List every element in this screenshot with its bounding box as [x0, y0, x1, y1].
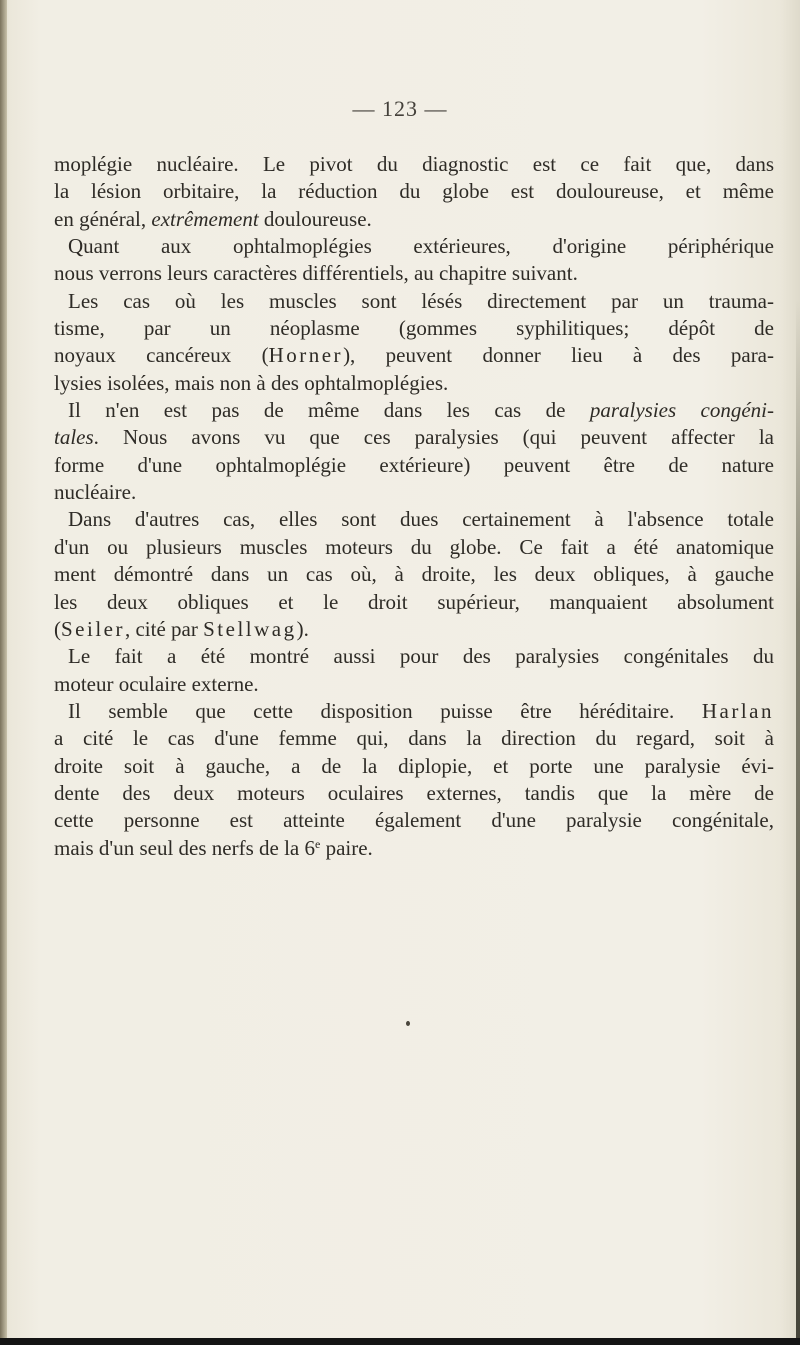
text-line: nucléaire. — [54, 480, 137, 505]
text-line: en général, extrêmement douloureuse. — [54, 206, 372, 231]
text-line: (Seiler, cité par Stellwag). — [54, 616, 309, 641]
emphasis: paralysies congéni- — [589, 398, 775, 423]
text-line: a cité le cas d'une femme qui, dans la direction du regard, soit à — [54, 726, 774, 751]
text-line: nous verrons leurs caractères différentiels, au chapitre suivant. — [54, 261, 578, 286]
text-line: moplégie nucléaire. Le pivot du diagnostic est ce fait que, dans — [54, 152, 774, 176]
emphasis: extrêmement — [151, 206, 259, 231]
text-line: dente des deux moteurs oculaires externes, tandis que la mère de — [54, 780, 774, 805]
scan-bottom-border — [0, 1338, 800, 1345]
text-line: cette personne est atteinte également d'une paralysie congénitale, — [54, 808, 774, 833]
text-line: lysies isolées, mais non à des ophtalmoplégies. — [54, 370, 449, 395]
text-line: tales. Nous avons vu que ces paralysies (qui peuvent affecter la — [54, 425, 774, 450]
page-number: — 123 — — [352, 96, 448, 121]
text-line: droite soit à gauche, a de la diplopie, et porte une paralysie évi- — [54, 753, 774, 778]
author-name: Seiler — [61, 616, 125, 641]
text-line: mais d'un seul des nerfs de la 6e paire. — [54, 835, 373, 860]
text-line: forme d'une ophtalmoplégie extérieure) peuvent être de nature — [54, 452, 774, 477]
paragraph-start-line: Les cas où les muscles sont lésés directement par un trauma- — [68, 288, 774, 313]
paragraph-start-line: Le fait a été montré aussi pour des paralysies congénitales du — [68, 644, 774, 669]
paragraph-start-line: Quant aux ophtalmoplégies extérieures, d'origine périphérique — [68, 234, 774, 259]
text-line: ment démontré dans un cas où, à droite, les deux obliques, à gauche — [54, 562, 774, 587]
page-right-edge — [796, 300, 800, 1345]
page-binding-edge — [0, 0, 7, 1345]
author-name: Horner — [268, 343, 344, 368]
text-line: la lésion orbitaire, la réduction du globe est douloureuse, et même — [54, 179, 774, 204]
text-line: moteur oculaire externe. — [54, 671, 259, 696]
text-line: les deux obliques et le droit supérieur, manquaient absolument — [54, 589, 774, 614]
superscript: e — [314, 836, 321, 851]
author-name: Stellwag — [203, 616, 297, 641]
text-line: tisme, par un néoplasme (gommes syphilitiques; dépôt de — [54, 316, 774, 341]
paragraph-start-line: Dans d'autres cas, elles sont dues certainement à l'absence totale — [68, 507, 774, 532]
paragraph-start-line: Il n'en est pas de même dans les cas de paralysies congéni- — [68, 398, 775, 423]
paper-speck — [406, 1021, 410, 1026]
text-line: noyaux cancéreux (Horner), peuvent donner lieu à des para- — [54, 343, 774, 368]
paragraph-start-line: Il semble que cette disposition puisse être héréditaire. Harlan — [68, 698, 774, 723]
body-text — [54, 151, 774, 862]
text-line: d'un ou plusieurs muscles moteurs du globe. Ce fait a été anatomique — [54, 534, 774, 559]
author-name: Harlan — [701, 698, 774, 723]
emphasis: tales — [54, 425, 94, 450]
